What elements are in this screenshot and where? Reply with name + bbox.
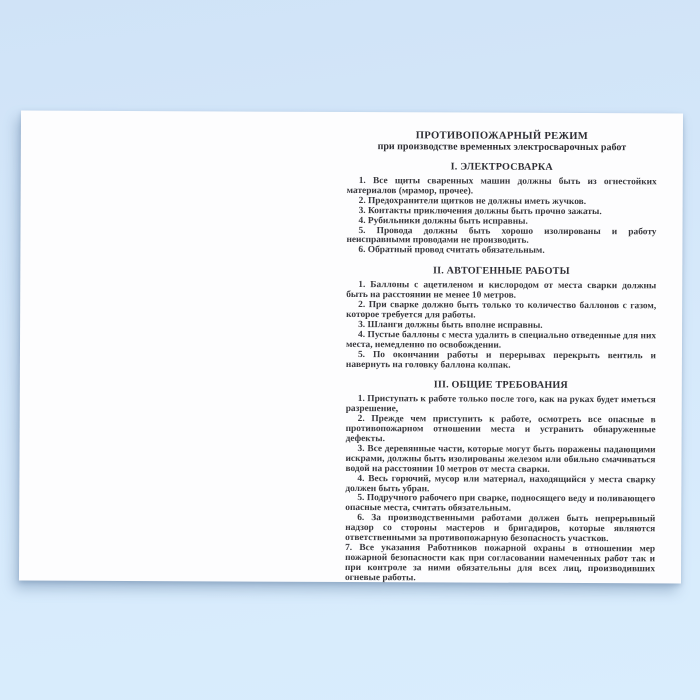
paragraph: 2. Предохранители щитков не должны иметь жучков. (358, 195, 587, 207)
paragraph: 2. Прежде чем приступить к работе, осмотреть все опасные в противопожарном отношении места и устранить обнаруженные дефекты. (345, 414, 656, 445)
paragraph: 3. Шланги должны быть вполне исправны. (358, 319, 543, 331)
paper-sheet (19, 111, 683, 584)
document-title (347, 130, 657, 153)
paragraph: 4. Рубильники должны быть исправны. (358, 215, 528, 227)
paragraph: 5. По окончании работы и перерывах перекрыть вентиль и навернуть на головку баллона колпак. (345, 349, 656, 371)
paragraph: 5. Подручного рабочего при сварке, подносящего веду и поливающего опасные места, считать обязательным. (345, 493, 656, 515)
paragraph: 3. Контакты приключения должны быть прочно зажаты. (358, 205, 602, 217)
document-title-line2: при производстве временных электросварочных работ (377, 141, 627, 154)
paragraph: 7. Все указания Работников пожарной охраны в отношении мер пожарной безопасности как при согласовании намеченных работ так и при контроле за ними обязательны для всех лиц, производивших огневые работы. (344, 542, 656, 584)
paragraph: 3. Все деревянные части, которые могут быть поражены падающими искрами, должны быть изолированы железом или обильно смачиваться водой на расстоянии 10 метров от места сварки. (345, 443, 656, 475)
paragraph: 6. За производственными работами должен быть непрерывный надзор со стороны мастеров и бригадиров, которые являются ответственными за противопожарную безопасность участков. (345, 513, 656, 545)
paragraph: 5. Провода должны быть хорошо изолированы и работу неисправными проводами не производить. (346, 225, 657, 247)
document-text (345, 130, 657, 585)
paragraph: 4. Весь горючий, мусор или материал, находящийся у места сварку должен быть убран. (345, 473, 656, 494)
section-heading: I. ЭЛЕКТРОСВАРКА (450, 161, 553, 173)
sections (345, 161, 657, 585)
paragraph: 6. Обратный провод считать обязательным. (358, 245, 545, 257)
paragraph: 2. При сварке должно быть только то количество баллонов с газом, которое требуется для работы. (346, 300, 657, 321)
document-title-line1: ПРОТИВОПОЖАРНЫЙ РЕЖИМ (415, 130, 589, 143)
section-heading: III. ОБЩИЕ ТРЕБОВАНИЯ (433, 379, 568, 392)
paragraph: 1. Приступать к работе только после того, как на руках будет иметься разрешение, (345, 394, 656, 415)
paragraph: 4. Пустые баллоны с места удалить в специально отведенные для них места, немедленно по освобождении. (345, 329, 657, 351)
section-heading: II. АВТОГЕННЫЕ РАБОТЫ (432, 265, 570, 278)
paragraph: 1. Баллоны с ацетиленом и кислородом от места сварки должны быть на расстоянии не менее 10 метров. (346, 280, 657, 301)
paragraph: 1. Все щиты сваренных машин должны быть из огнестойких материалов (мрамор, прочее). (346, 176, 657, 197)
